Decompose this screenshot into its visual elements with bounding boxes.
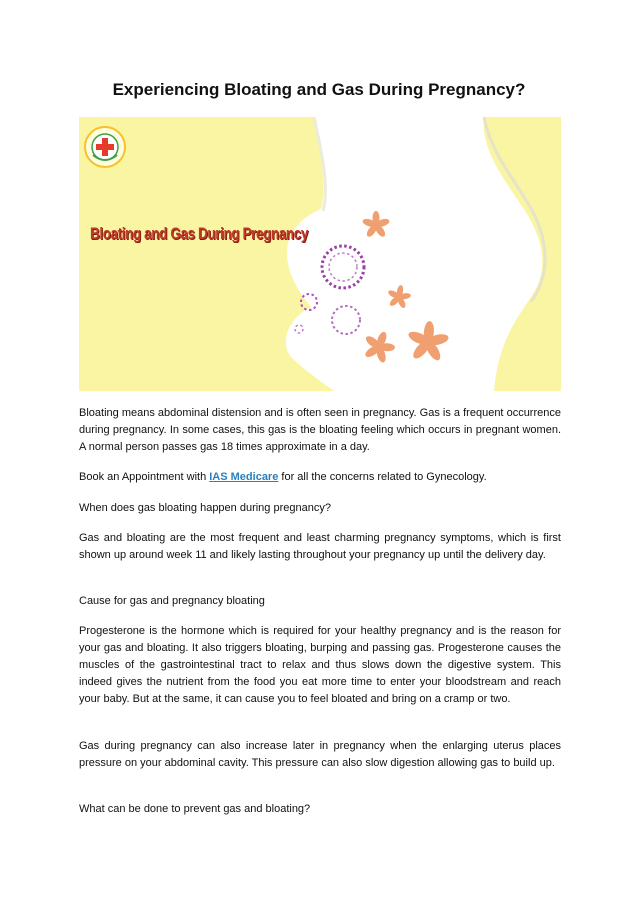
paragraph-uterus: Gas during pregnancy can also increase later in pregnancy when the enlarging uterus places pressure on your abdominal cavity. This pressure can also slow digestion allowing gas to build up. <box>79 740 561 769</box>
question-prevent: What can be done to prevent gas and bloating? <box>79 803 311 815</box>
paragraph-intro: Bloating means abdominal distension and is often seen in pregnancy. Gas is a frequent occurrence during pregnancy. In some cases, this gas is the bloating feeling which occurs in pregnant women. A normal person passes gas 18 times approximate in a day. <box>79 407 561 453</box>
hero-image <box>79 117 561 391</box>
paragraph-appointment <box>79 469 561 486</box>
paragraph-progesterone: Progesterone is the hormone which is required for your healthy pregnancy and is the reason for your gas and bloating. It also triggers bloating, burping and passing gas. Progesterone causes the muscles of the gastrointestinal tract to relax and thus slows down the digestive system. This indeed gives the nutrient from the food you eat more time to enter your bloodstream and reach your baby. But at the same, it can cause you to feel bloated and bring on a cramp or two. <box>79 625 561 705</box>
appointment-text-before: Book an Appointment with <box>79 471 210 483</box>
pregnant-silhouette-illustration <box>79 117 561 391</box>
appointment-text-after: for all the concerns related to Gynecology. <box>278 471 487 483</box>
hospital-logo <box>85 127 125 167</box>
ias-medicare-link[interactable]: IAS Medicare <box>209 471 279 483</box>
page-title: Experiencing Bloating and Gas During Pregnancy? <box>112 80 526 99</box>
hero-caption: Bloating and Gas During Pregnancy <box>90 225 309 243</box>
question-when: When does gas bloating happen during pregnancy? <box>79 502 331 514</box>
paragraph-symptoms: Gas and bloating are the most frequent and least charming pregnancy symptoms, which is first shown up around week 11 and likely lasting throughout your pregnancy up until the delivery day. <box>79 532 561 561</box>
question-cause: Cause for gas and pregnancy bloating <box>79 595 265 607</box>
